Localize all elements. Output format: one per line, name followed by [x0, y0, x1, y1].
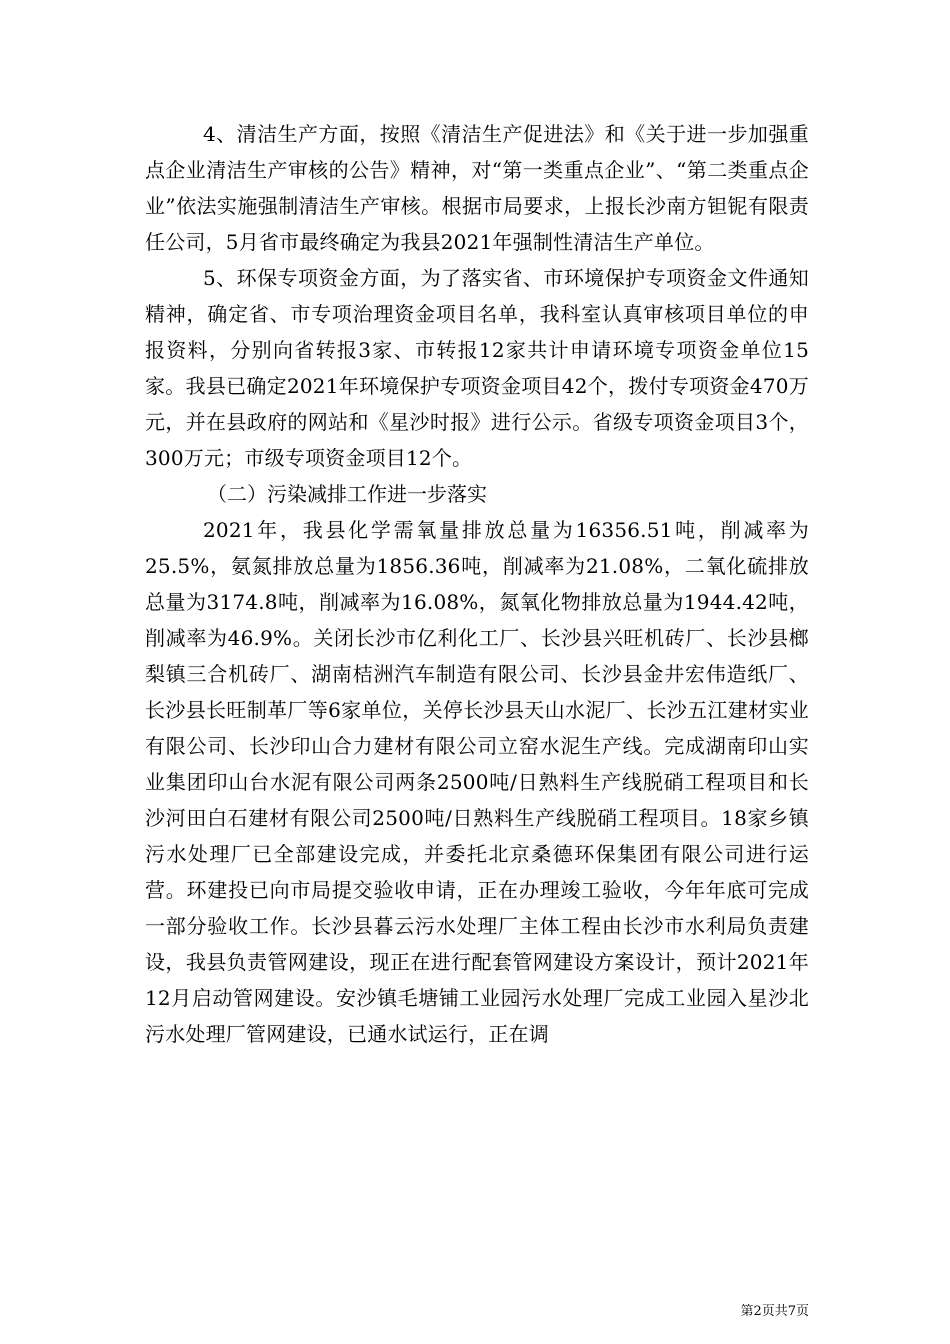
- paragraph-cleaner-production: 4、清洁生产方面，按照《清洁生产促进法》和《关于进一步加强重点企业清洁生产审核的公告》精神，对“第一类重点企业”、“第二类重点企业”依法实施强制清洁生产审核。根据市局要求，上报长沙南方钽铌有限责任公司，5月省市最终确定为我县2021年强制性清洁生产单位。: [145, 122, 809, 254]
- document-body: [145, 116, 809, 1052]
- section-heading: （二）污染减排工作进一步落实: [207, 482, 487, 506]
- page-number: 第2页共7页: [740, 1304, 809, 1319]
- paragraph-special-funds: 5、环保专项资金方面，为了落实省、市环境保护专项资金文件通知精神，确定省、市专项治理资金项目名单，我科室认真审核项目单位的申报资料，分别向省转报3家、市转报12家共计申请环境专项资金单位15家。我县已确定2021年环境保护专项资金项目42个，拨付专项资金470万元，并在县政府的网站和《星沙时报》进行公示。省级专项资金项目3个，300万元；市级专项资金项目12个。: [145, 266, 809, 470]
- paragraph-emission-reduction: 2021年，我县化学需氧量排放总量为16356.51吨，削减率为25.5%，氨氮排放总量为1856.36吨，削减率为21.08%，二氧化硫排放总量为3174.8吨，削减率为16.08%，氮氧化物排放总量为1944.42吨，削减率为46.9%。关闭长沙市亿利化工厂、长沙县兴旺机砖厂、长沙县榔梨镇三合机砖厂、湖南桔洲汽车制造有限公司、长沙县金井宏伟造纸厂、长沙县长旺制革厂等6家单位，关停长沙县天山水泥厂、长沙五江建材实业有限公司、长沙印山合力建材有限公司立窑水泥生产线。完成湖南印山实业集团印山台水泥有限公司两条2500吨/日熟料生产线脱硝工程项目和长沙河田白石建材有限公司2500吨/日熟料生产线脱硝工程项目。18家乡镇污水处理厂已全部建设完成，并委托北京桑德环保集团有限公司进行运营。环建投已向市局提交验收申请，正在办理竣工验收，今年年底可完成一部分验收工作。长沙县暮云污水处理厂主体工程由长沙市水利局负责建设，我县负责管网建设，现正在进行配套管网建设方案设计，预计2021年12月启动管网建设。安沙镇毛塘铺工业园污水处理厂完成工业园入星沙北污水处理厂管网建设，已通水试运行，正在调: [145, 518, 809, 1046]
